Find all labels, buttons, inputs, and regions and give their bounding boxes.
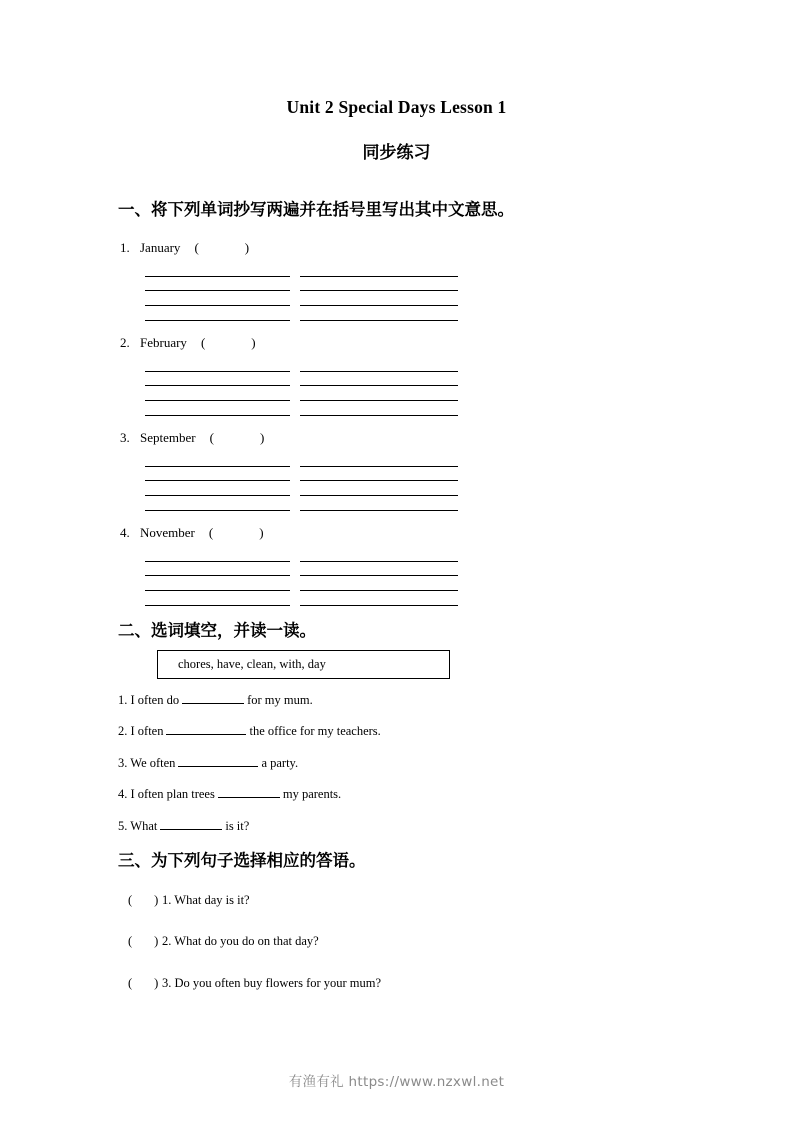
rule-line [145,605,290,606]
bracket-open: ( [128,893,133,907]
sentence-text-before: 2. I often [118,724,164,738]
answer-blank[interactable] [218,785,280,798]
word-item-word: September [140,430,196,445]
answer-blank[interactable] [178,754,258,767]
matching-question-text: 2. What do you do on that day? [162,934,319,948]
page-title-english: Unit 2 Special Days Lesson 1 [286,97,507,117]
fill-blank-sentence[interactable] [118,722,381,739]
sentence-text-before: 5. What [118,819,158,833]
paren-open: ( [208,525,214,540]
rule-line [145,290,290,291]
rule-line [300,305,458,306]
rule-line [145,480,290,481]
word-item-word: January [140,240,181,255]
rule-line [300,561,458,562]
rule-line [300,371,458,372]
fill-blank-sentence[interactable] [118,754,298,771]
rule-line [300,290,458,291]
writing-ruled-area[interactable] [145,371,458,416]
writing-ruled-area[interactable] [145,561,458,606]
rule-line [300,590,458,591]
rule-line [145,371,290,372]
word-bank-box [157,650,450,679]
answer-blank[interactable] [160,817,222,830]
writing-column-left[interactable] [145,276,290,321]
writing-column-left[interactable] [145,466,290,511]
rule-line [300,415,458,416]
section-2-heading: 二、选词填空，并读一读。 [118,621,316,640]
sentence-text-before: 1. I often do [118,693,180,707]
paren-open: ( [209,430,214,445]
word-item-number: 4. [120,525,130,540]
rule-line [300,605,458,606]
bracket-close: ) [154,976,159,990]
sentence-text-after: a party. [261,756,299,770]
rule-line [145,510,290,511]
rule-line [145,400,290,401]
bracket-open: ( [128,934,133,948]
rule-line [300,276,458,277]
rule-line [145,415,290,416]
writing-column-right[interactable] [300,371,458,416]
paren-close: ) [251,335,256,350]
rule-line [145,320,290,321]
answer-blank[interactable] [166,722,246,735]
rule-line [300,385,458,386]
bracket-open: ( [128,976,133,990]
word-item-label [120,525,264,541]
rule-line [300,320,458,321]
writing-ruled-area[interactable] [145,276,458,321]
rule-line [300,510,458,511]
writing-column-right[interactable] [300,276,458,321]
rule-line [145,276,290,277]
paren-close: ) [259,430,265,445]
sentence-text-before: 3. We often [118,756,176,770]
writing-column-right[interactable] [300,466,458,511]
writing-ruled-area[interactable] [145,466,458,511]
bracket-close: ) [154,893,159,907]
word-item-number: 3. [120,430,130,445]
word-item-label [120,335,256,351]
rule-line [300,466,458,467]
footer-watermark: 有渔有礼 https://www.nzxwl.net [288,1074,505,1090]
rule-line [300,400,458,401]
paren-close: ) [244,240,250,255]
answer-blank[interactable] [182,691,244,704]
answer-bracket[interactable] [128,934,162,949]
rule-line [145,561,290,562]
word-item-word: November [140,525,195,540]
fill-blank-sentence[interactable] [118,691,313,708]
rule-line [300,480,458,481]
sentence-text-after: my parents. [282,787,342,801]
rule-line [145,575,290,576]
matching-question[interactable] [128,976,381,991]
paren-open: ( [194,240,199,255]
word-item-label [120,240,249,256]
section-1-heading: 一、将下列单词抄写两遍并在括号里写出其中文意思。 [118,200,514,219]
sentence-text-after: for my mum. [247,693,313,707]
rule-line [300,495,458,496]
word-item-number: 1. [120,240,130,255]
matching-question-text: 3. Do you often buy flowers for your mum? [162,976,382,990]
rule-line [145,590,290,591]
rule-line [145,466,290,467]
word-item-label [120,430,264,446]
writing-column-right[interactable] [300,561,458,606]
sentence-text-before: 4. I often plan trees [118,787,215,801]
matching-question[interactable] [128,893,250,908]
answer-bracket[interactable] [128,976,162,991]
sentence-text-after: the office for my teachers. [249,724,381,738]
matching-question[interactable] [128,934,319,949]
sentence-text-after: is it? [225,819,250,833]
section-3-heading: 三、为下列句子选择相应的答语。 [118,851,366,870]
page-title-chinese: 同步练习 [362,143,431,163]
rule-line [145,495,290,496]
paren-close: ) [259,525,264,540]
paren-open: ( [200,335,206,350]
rule-line [300,575,458,576]
word-item-number: 2. [120,335,130,350]
bracket-close: ) [154,934,159,948]
rule-line [145,385,290,386]
word-bank-text: chores, have, clean, with, day [178,657,326,671]
fill-blank-sentence[interactable] [118,817,249,834]
matching-question-text: 1. What day is it? [162,893,250,907]
writing-column-left[interactable] [145,561,290,606]
answer-bracket[interactable] [128,893,162,908]
writing-column-left[interactable] [145,371,290,416]
word-item-word: February [140,335,187,350]
fill-blank-sentence[interactable] [118,785,341,802]
rule-line [145,305,290,306]
